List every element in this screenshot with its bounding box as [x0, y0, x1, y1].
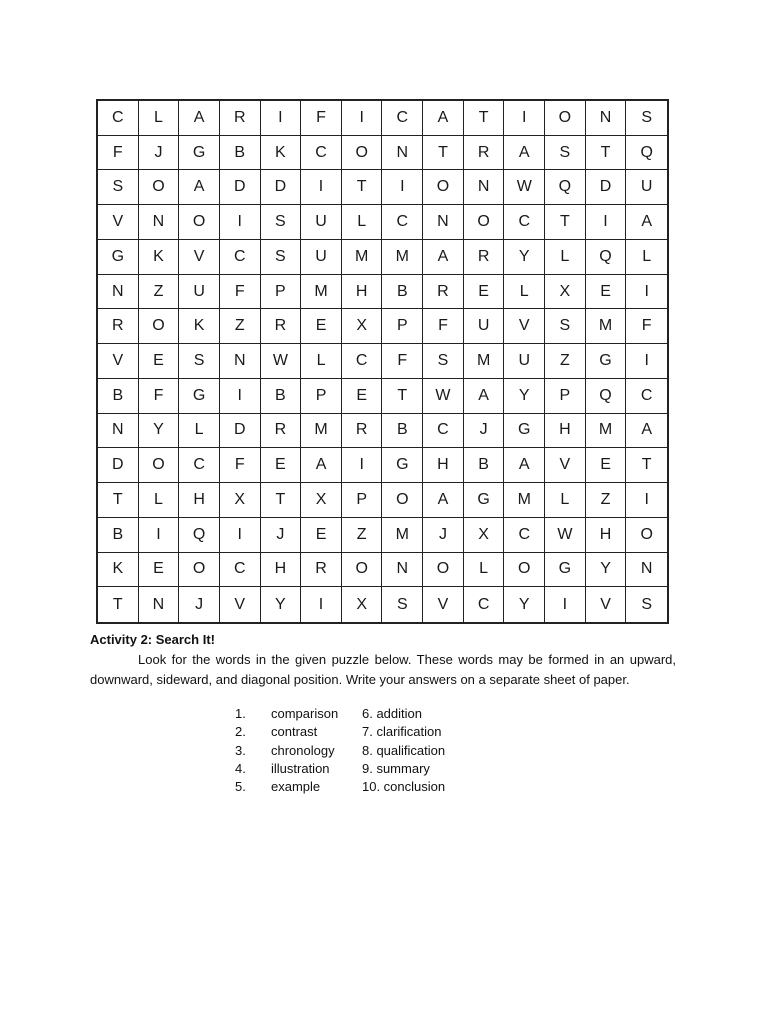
grid-cell: Y	[504, 240, 545, 275]
grid-cell: X	[545, 275, 586, 310]
grid-cell: W	[261, 344, 302, 379]
item-word: illustration	[271, 760, 330, 776]
grid-cell: A	[423, 240, 464, 275]
grid-cell: M	[464, 344, 505, 379]
item-number: 2.	[235, 724, 246, 740]
grid-cell: O	[179, 553, 220, 588]
grid-cell: O	[139, 309, 180, 344]
grid-cell: R	[220, 101, 261, 136]
grid-cell: Y	[504, 379, 545, 414]
grid-cell: Q	[626, 136, 667, 171]
grid-cell: L	[179, 414, 220, 449]
grid-cell: V	[423, 587, 464, 622]
grid-cell: I	[382, 170, 423, 205]
grid-cell: X	[220, 483, 261, 518]
grid-cell: A	[626, 205, 667, 240]
grid-cell: G	[179, 379, 220, 414]
grid-cell: B	[382, 275, 423, 310]
grid-cell: V	[98, 344, 139, 379]
grid-cell: Y	[261, 587, 302, 622]
grid-cell: C	[301, 136, 342, 171]
grid-cell: U	[464, 309, 505, 344]
grid-cell: M	[504, 483, 545, 518]
item-word: chronology	[271, 742, 335, 758]
grid-cell: C	[220, 553, 261, 588]
grid-cell: B	[220, 136, 261, 171]
list-item	[235, 705, 445, 723]
grid-cell: T	[98, 483, 139, 518]
grid-cell: L	[464, 553, 505, 588]
grid-cell: N	[382, 553, 423, 588]
grid-cell: R	[342, 414, 383, 449]
grid-cell: N	[586, 101, 627, 136]
grid-cell: N	[139, 587, 180, 622]
grid-cell: I	[220, 379, 261, 414]
item-number: 3.	[235, 742, 246, 758]
grid-cell: U	[301, 205, 342, 240]
grid-cell: A	[301, 448, 342, 483]
grid-cell: G	[179, 136, 220, 171]
grid-cell: O	[423, 170, 464, 205]
grid-cell: P	[342, 483, 383, 518]
grid-cell: F	[301, 101, 342, 136]
grid-cell: L	[139, 483, 180, 518]
grid-cell: Q	[586, 240, 627, 275]
grid-cell: S	[179, 344, 220, 379]
item-number: 1.	[235, 706, 246, 721]
grid-cell: I	[261, 101, 302, 136]
grid-cell: V	[586, 587, 627, 622]
grid-cell: E	[261, 448, 302, 483]
grid-cell: S	[423, 344, 464, 379]
grid-cell: F	[626, 309, 667, 344]
grid-cell: E	[586, 448, 627, 483]
grid-cell: R	[464, 240, 505, 275]
grid-cell: C	[504, 205, 545, 240]
grid-cell: M	[382, 518, 423, 553]
grid-cell: O	[342, 136, 383, 171]
grid-cell: M	[342, 240, 383, 275]
grid-cell: W	[545, 518, 586, 553]
item-number: 4.	[235, 760, 246, 776]
grid-cell: T	[382, 379, 423, 414]
grid-cell: Z	[586, 483, 627, 518]
grid-cell: G	[98, 240, 139, 275]
grid-cell: Q	[545, 170, 586, 205]
grid-cell: F	[220, 448, 261, 483]
grid-cell: S	[382, 587, 423, 622]
grid-cell: Z	[139, 275, 180, 310]
grid-cell: S	[641, 595, 652, 613]
grid-cell: I	[301, 170, 342, 205]
grid-cell: X	[301, 483, 342, 518]
grid-cell: B	[382, 414, 423, 449]
grid-cell: O	[504, 553, 545, 588]
grid-cell: B	[98, 518, 139, 553]
grid-cell: O	[139, 170, 180, 205]
item-word-right: 7. clarification	[362, 724, 442, 740]
grid-cell: K	[139, 240, 180, 275]
grid-cell: R	[261, 309, 302, 344]
grid-cell: V	[220, 587, 261, 622]
grid-cell: T	[464, 101, 505, 136]
grid-cell: M	[382, 240, 423, 275]
grid-cell: C	[626, 379, 667, 414]
grid-cell: V	[504, 309, 545, 344]
grid-cell: U	[626, 170, 667, 205]
grid-cell: L	[504, 275, 545, 310]
grid-cell: O	[382, 483, 423, 518]
grid-cell: E	[464, 275, 505, 310]
grid-cell: I	[626, 483, 667, 518]
grid-cell: N	[423, 205, 464, 240]
grid-cell: D	[98, 448, 139, 483]
grid-cell: I	[220, 205, 261, 240]
grid-cell: Y	[586, 553, 627, 588]
item-number: 5.	[235, 779, 246, 795]
grid-cell: I	[626, 344, 667, 379]
grid-cell: T	[586, 136, 627, 171]
grid-cell: X	[342, 309, 383, 344]
grid-cell: I	[626, 275, 667, 310]
grid-cell: O	[545, 101, 586, 136]
grid-cell: H	[342, 275, 383, 310]
grid-cell: G	[464, 483, 505, 518]
grid-cell: M	[301, 275, 342, 310]
grid-cell: L	[301, 344, 342, 379]
grid-cell: K	[179, 309, 220, 344]
item-word: contrast	[271, 724, 318, 740]
grid-cell: N	[626, 553, 667, 588]
grid-cell: N	[464, 170, 505, 205]
grid-cell: A	[504, 448, 545, 483]
grid-cell: H	[423, 448, 464, 483]
grid-cell: G	[504, 414, 545, 449]
grid-cell: O	[342, 553, 383, 588]
grid-cell: N	[98, 414, 139, 449]
grid-cell: C	[464, 587, 505, 622]
grid-cell: T	[626, 448, 667, 483]
grid-cell: R	[423, 275, 464, 310]
grid-cell: E	[301, 309, 342, 344]
grid-cell: W	[423, 379, 464, 414]
grid-cell: D	[220, 170, 261, 205]
grid-cell: Y	[504, 587, 545, 622]
grid-cell: O	[179, 205, 220, 240]
grid-cell: M	[586, 414, 627, 449]
grid-cell: G	[545, 553, 586, 588]
grid-cell: C	[342, 344, 383, 379]
grid-cell: R	[261, 414, 302, 449]
word-list	[235, 705, 445, 796]
grid-cell: T	[342, 170, 383, 205]
grid-cell: X	[342, 587, 383, 622]
grid-cell: J	[179, 587, 220, 622]
grid-cell: I	[342, 101, 383, 136]
grid-cell: R	[464, 136, 505, 171]
grid-cell: L	[545, 240, 586, 275]
grid-cell: N	[98, 275, 139, 310]
grid-cell: F	[423, 309, 464, 344]
grid-cell: A	[423, 101, 464, 136]
grid-cell: F	[220, 275, 261, 310]
grid-cell: O	[423, 553, 464, 588]
grid-cell: P	[261, 275, 302, 310]
grid-cell: D	[220, 414, 261, 449]
grid-cell: I	[342, 448, 383, 483]
grid-cell: I	[586, 205, 627, 240]
grid-cell: T	[261, 483, 302, 518]
grid-cell: O	[626, 518, 667, 553]
grid-cell: P	[301, 379, 342, 414]
grid-cell: L	[626, 240, 667, 275]
item-word-right: 9. summary	[362, 760, 430, 776]
grid-cell: C	[220, 240, 261, 275]
grid-cell: Z	[220, 309, 261, 344]
item-word-right: 6. addition	[362, 706, 422, 721]
grid-cell: Q	[179, 518, 220, 553]
grid-cell: L	[139, 101, 180, 136]
grid-cell: K	[98, 553, 139, 588]
grid-cell: C	[382, 101, 423, 136]
grid-cell: D	[261, 170, 302, 205]
grid-cell: J	[139, 136, 180, 171]
grid-cell: N	[139, 205, 180, 240]
grid-cell: J	[261, 518, 302, 553]
grid-cell: S	[261, 205, 302, 240]
grid-cell: V	[545, 448, 586, 483]
grid-cell: H	[586, 518, 627, 553]
item-word-right: 10. conclusion	[362, 779, 446, 795]
grid-cell: J	[464, 414, 505, 449]
grid-cell: C	[504, 518, 545, 553]
grid-cell: C	[179, 448, 220, 483]
grid-cell: R	[301, 553, 342, 588]
list-item	[235, 760, 445, 778]
grid-cell: Y	[139, 414, 180, 449]
grid-cell: Q	[586, 379, 627, 414]
grid-cell: A	[179, 170, 220, 205]
grid-cell: C	[423, 414, 464, 449]
word-search-grid	[96, 99, 669, 624]
grid-cell: O	[139, 448, 180, 483]
grid-cell: H	[179, 483, 220, 518]
grid-cell: V	[98, 205, 139, 240]
grid-cell: D	[586, 170, 627, 205]
grid-cell: M	[301, 414, 342, 449]
grid-cell: N	[382, 136, 423, 171]
grid-cell: H	[545, 414, 586, 449]
grid-cell: S	[98, 170, 139, 205]
grid-cell: E	[139, 553, 180, 588]
grid-cell: I	[220, 518, 261, 553]
grid-cell: A	[179, 101, 220, 136]
item-word-right: 8. qualification	[362, 742, 446, 758]
grid-cell: T	[423, 136, 464, 171]
grid-cell: I	[504, 101, 545, 136]
list-item	[235, 723, 445, 741]
grid-cell: O	[464, 205, 505, 240]
grid-cell: X	[464, 518, 505, 553]
list-item	[235, 778, 445, 796]
grid-cell: H	[261, 553, 302, 588]
grid-cell: L	[545, 483, 586, 518]
grid-cell: Z	[342, 518, 383, 553]
grid-cell: L	[342, 205, 383, 240]
grid-cell: B	[464, 448, 505, 483]
grid-cell: F	[98, 136, 139, 171]
grid-cell: A	[423, 483, 464, 518]
grid-cell: R	[98, 309, 139, 344]
grid-cell: S	[545, 136, 586, 171]
grid-cell: S	[545, 309, 586, 344]
item-word: example	[271, 779, 321, 795]
grid-cell: A	[504, 136, 545, 171]
item-word: comparison	[271, 706, 339, 721]
grid-cell: E	[342, 379, 383, 414]
grid-cell: U	[179, 275, 220, 310]
activity-instructions: Look for the words in the given puzzle below. These words may be formed in an upward, downward, sideward, and diagonal position. Write your answers on a separate sheet of paper.	[90, 652, 676, 687]
grid-cell: U	[504, 344, 545, 379]
grid-cell: M	[586, 309, 627, 344]
grid-cell: I	[139, 518, 180, 553]
grid-cell: B	[261, 379, 302, 414]
grid-cell: S	[626, 101, 667, 136]
grid-cell: V	[179, 240, 220, 275]
grid-cell: T	[545, 205, 586, 240]
grid-cell: S	[261, 240, 302, 275]
grid-cell: P	[545, 379, 586, 414]
grid-cell: F	[139, 379, 180, 414]
grid-cell: T	[98, 587, 139, 622]
grid-cell: I	[545, 587, 586, 622]
grid-cell: G	[586, 344, 627, 379]
grid-cell: Z	[545, 344, 586, 379]
grid-cell: P	[382, 309, 423, 344]
grid-cell: E	[301, 518, 342, 553]
grid-cell: G	[382, 448, 423, 483]
grid-cell: F	[382, 344, 423, 379]
grid-cell: U	[301, 240, 342, 275]
grid-cell: N	[220, 344, 261, 379]
activity-title: Activity 2: Search It!	[90, 632, 215, 647]
grid-cell: A	[464, 379, 505, 414]
grid-cell: B	[98, 379, 139, 414]
grid-cell: J	[423, 518, 464, 553]
grid-cell: E	[586, 275, 627, 310]
grid-cell: A	[626, 414, 667, 449]
grid-cell: C	[382, 205, 423, 240]
grid-cell: K	[261, 136, 302, 171]
grid-cell: I	[301, 587, 342, 622]
grid-cell: E	[139, 344, 180, 379]
grid-cell: W	[504, 170, 545, 205]
list-item	[235, 742, 445, 760]
grid-cell: C	[98, 101, 139, 136]
